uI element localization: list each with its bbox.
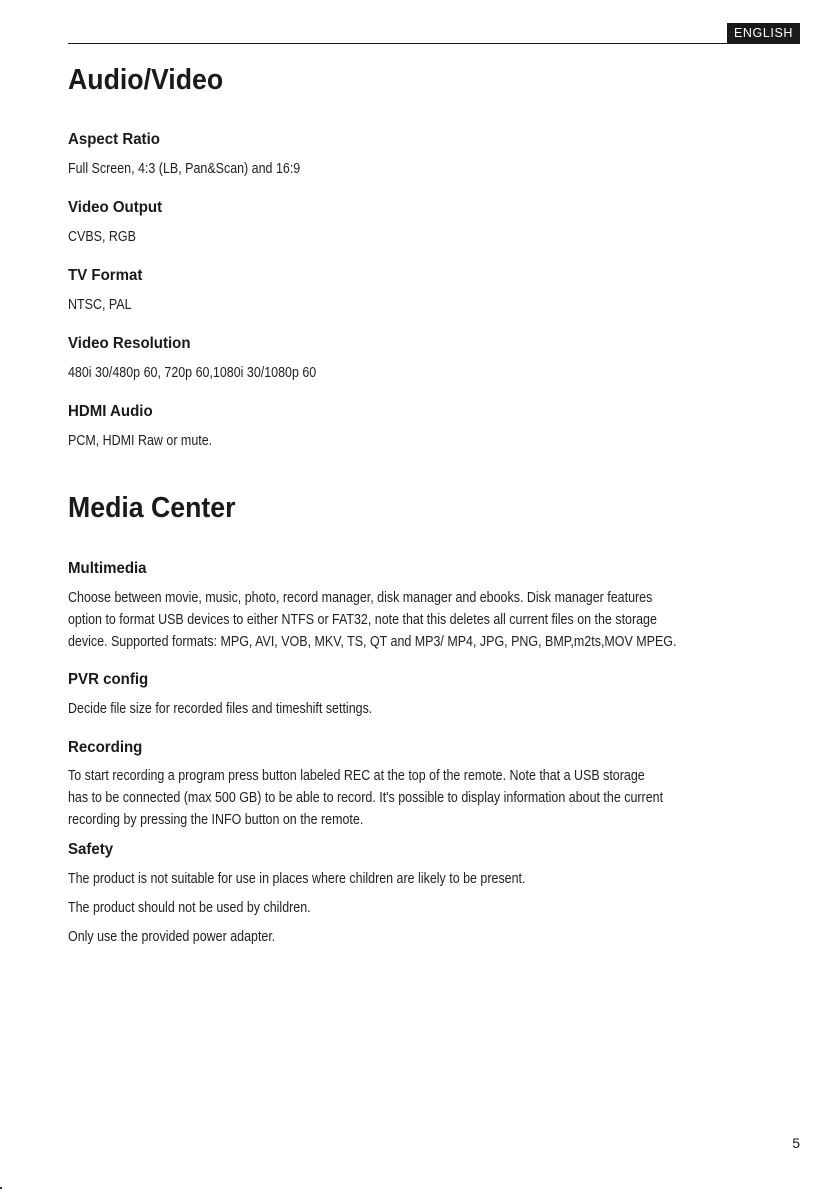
heading-multimedia: Multimedia: [68, 560, 147, 577]
section-title-media-center: Media Center: [68, 492, 236, 524]
text-recording: [68, 765, 663, 831]
text-line: Choose between movie, music, photo, record manager, disk manager and ebooks. Disk manager features: [68, 590, 653, 606]
text-safety-2: The product should not be used by children.: [68, 900, 311, 916]
text-line: To start recording a program press button labeled REC at the top of the remote. Note that a USB storage: [68, 768, 645, 784]
text-video-output: CVBS, RGB: [68, 229, 136, 245]
text-hdmi-audio: PCM, HDMI Raw or mute.: [68, 433, 213, 449]
heading-tv-format: TV Format: [68, 267, 143, 284]
heading-pvr-config: PVR config: [68, 671, 149, 688]
section-title-audio-video: Audio/Video: [68, 64, 224, 96]
heading-recording: Recording: [68, 739, 143, 756]
text-safety-1: The product is not suitable for use in places where children are likely to be present.: [68, 871, 526, 887]
heading-safety: Safety: [68, 841, 114, 858]
text-multimedia: [68, 587, 676, 653]
text-video-resolution: 480i 30/480p 60, 720p 60,1080i 30/1080p 60: [68, 365, 317, 381]
heading-video-resolution: Video Resolution: [68, 335, 191, 352]
text-line: recording by pressing the INFO button on the remote.: [68, 812, 364, 828]
heading-aspect-ratio: Aspect Ratio: [68, 131, 160, 148]
text-line: device. Supported formats: MPG, AVI, VOB, MKV, TS, QT and MP3/ MP4, JPG, PNG, BMP,m2ts,MOV MPEG.: [68, 634, 677, 650]
language-badge: ENGLISH: [727, 23, 800, 44]
text-line: option to format USB devices to either NTFS or FAT32, note that this deletes all current files on the storage: [68, 612, 657, 628]
header-rule: [68, 43, 800, 44]
page-number: 5: [792, 1135, 800, 1151]
text-pvr-config: Decide file size for recorded files and timeshift settings.: [68, 701, 373, 717]
heading-hdmi-audio: HDMI Audio: [68, 403, 153, 420]
text-line: has to be connected (max 500 GB) to be able to record. It's possible to display information about the current: [68, 790, 664, 806]
heading-video-output: Video Output: [68, 199, 163, 216]
text-safety-3: Only use the provided power adapter.: [68, 929, 276, 945]
text-aspect-ratio: Full Screen, 4:3 (LB, Pan&Scan) and 16:9: [68, 161, 301, 177]
text-tv-format: NTSC, PAL: [68, 297, 132, 313]
corner-mark: [0, 1187, 2, 1189]
